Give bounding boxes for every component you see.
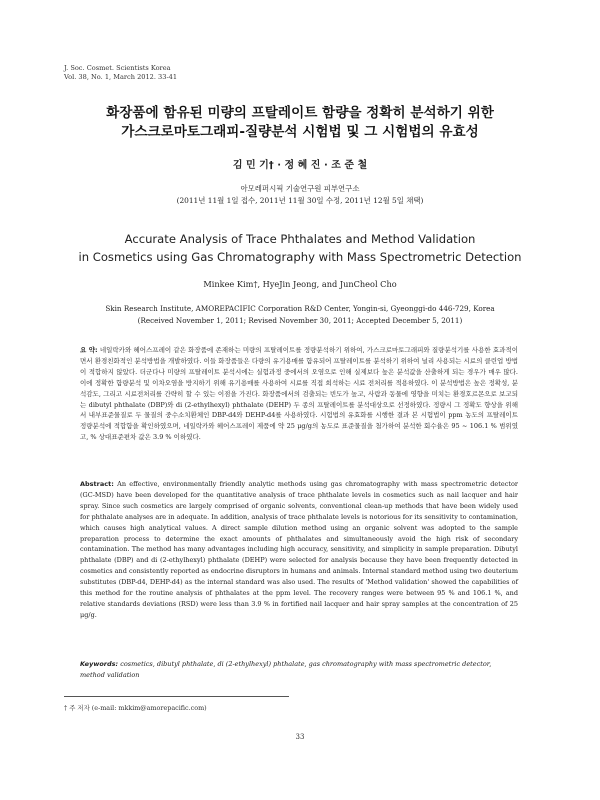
korean-affiliation-block — [40, 183, 560, 207]
korean-affiliation: 아모레퍼시픽 기술연구원 피부연구소 — [240, 184, 360, 193]
english-affiliation-block — [40, 303, 560, 327]
korean-abstract-label: 요 약: — [80, 346, 98, 354]
english-affiliation: Skin Research Institute, AMOREPACIFIC Corporation R&D Center, Yongin-si, Gyeonggi-do 446-729, Korea — [105, 304, 495, 313]
english-authors: Minkee Kim†, HyeJin Jeong, and JunCheol Cho — [203, 279, 397, 289]
journal-volume: Vol. 38, No. 1, March 2012. 33-41 — [64, 73, 178, 81]
journal-name: J. Soc. Cosmet. Scientists Korea — [64, 64, 171, 72]
english-dates: (Received November 1, 2011; Revised November 30, 2011; Accepted December 5, 2011) — [137, 316, 463, 325]
journal-header — [64, 64, 177, 82]
keywords-text: cosmetics, dibutyl phthalate, di (2-ethylhexyl) phthalate, gas chromatography with mass spectrometric detector, method validation — [80, 660, 492, 679]
korean-abstract-text: 네일락카와 헤어스프레이 같은 화장품에 존재하는 미량의 프탈레이트를 정량분석하기 위하여, 가스크로마토그래피와 질량분석기를 사용한 효과적이면서 환경친화적인 분석방법을 개발하였다. 이들 화장품들은 다량의 유기용매를 함유되어 프탈레이트를 분석하기 위하여 널리 사용되는 시료의 클린업 방법이 적합하지 않았다. 더군다나 미량의 프탈레이트 분석시에는 실험과정 중에서의 오염으로 인해 실제보다 높은 분석값을 산출하게 되는 경우가 매우 많다. 이에 정확한 함량분석 및 이차오염을 방지하기 위해 유기용매를 사용하여 시료를 직접 희석하는 시료 전처리를 적용하였다. 이 분석방법은 높은 정확성, 분석감도, 그리고 시료전처리를 간략히 할 수 있는 이점을 가진다. 화장품에서의 검출되는 빈도가 높고, 사람과 동물에 영향을 미치는 환경호르몬으로 보고되는 dibutyl phthalate (DBP)와 di (2-ethylhexyl) phthalate (DEHP) 두 종의 프탈레이트를 분석대상으로 선정하였다. 정량시 그 정확도 향상을 위해서 내부표준물질로 두 물질의 중수소치환체인 DBP-d4와 DEHP-d4를 사용하였다. 시험법의 유효화를 시행한 결과 본 시험법이 ppm 농도의 프탈레이트 정량분석에 적합함을 확인하였으며, 네일락카와 헤어스프레이 제품에 약 25 μg/g의 농도로 표준물질을 첨가하여 분석한 회수율은 95 ~ 106.1 % 범위였고, % 상대표준편차 값은 3.9 % 이하였다. — [80, 346, 518, 442]
korean-title-line-2: 가스크로마토그래피-질량분석 시험법 및 그 시험법의 유효성 — [121, 124, 479, 140]
english-title-line-1: Accurate Analysis of Trace Phthalates and Method Validation — [124, 232, 476, 246]
korean-title — [40, 104, 560, 142]
korean-title-line-1: 화장품에 함유된 미량의 프탈레이트 함량을 정확히 분석하기 위한 — [106, 105, 494, 121]
korean-dates: (2011년 11월 1일 접수, 2011년 11월 30일 수정, 2011년 12월 5일 채택) — [176, 196, 424, 205]
footnote-divider — [64, 696, 289, 697]
corresponding-author-footnote: † 주 저자 (e-mail: mkkim@amorepacific.com) — [64, 704, 207, 712]
english-abstract-text: An effective, environmentally friendly analytic methods using gas chromatography with mass spectrometric detector (GC-MSD) have been developed for the quantitative analysis of trace phthalate levels in cosmetics such as nail lacquer and hair spray. Since such cosmetics are largely comprised of organic solvents, conventional clean-up methods that have been widely used for phthalate analyses are in adequate. In addition, analysis of trace phthalate levels is notorious for its sensitivity to contamination, which causes high analytical values. A direct sample dilution method using an organic solvent was adopted to the sample preparation process to determine the exact amounts of phthalates and simultaneously avoid the high risk of secondary contamination. The method has many advantages including high accuracy, sensitivity, and simplicity in sample preparation. Dibutyl phthalate (DBP) and di (2-ethylhexyl) phthalate (DEHP) were selected for analysis because they have been frequently detected in cosmetics and consistently reported as endocrine disruptors in humans and animals. Internal standard method using two deuterium substitutes (DBP-d4, DEHP-d4) as the internal standard was also used. The results of 'Method validation' showed the capabilities of this method for the routine analysis of phthalates at the ppm level. The recovery ranges were between 95 % and 106.1 %, and relative standards deviations (RSD) were less than 3.9 % in fortified nail lacquer and hair spray samples at the concentration of 25 μg/g. — [80, 480, 518, 619]
page-number: 33 — [295, 733, 305, 741]
korean-authors: 김 민 기† · 정 혜 진 · 조 준 철 — [232, 160, 368, 171]
english-abstract — [80, 479, 518, 621]
english-title-line-2: in Cosmetics using Gas Chromatography with Mass Spectrometric Detection — [78, 250, 522, 264]
english-abstract-label: Abstract: — [80, 480, 114, 488]
english-title — [40, 230, 560, 266]
keywords — [80, 659, 518, 681]
keywords-label: Keywords: — [80, 660, 119, 668]
korean-abstract — [80, 345, 518, 443]
